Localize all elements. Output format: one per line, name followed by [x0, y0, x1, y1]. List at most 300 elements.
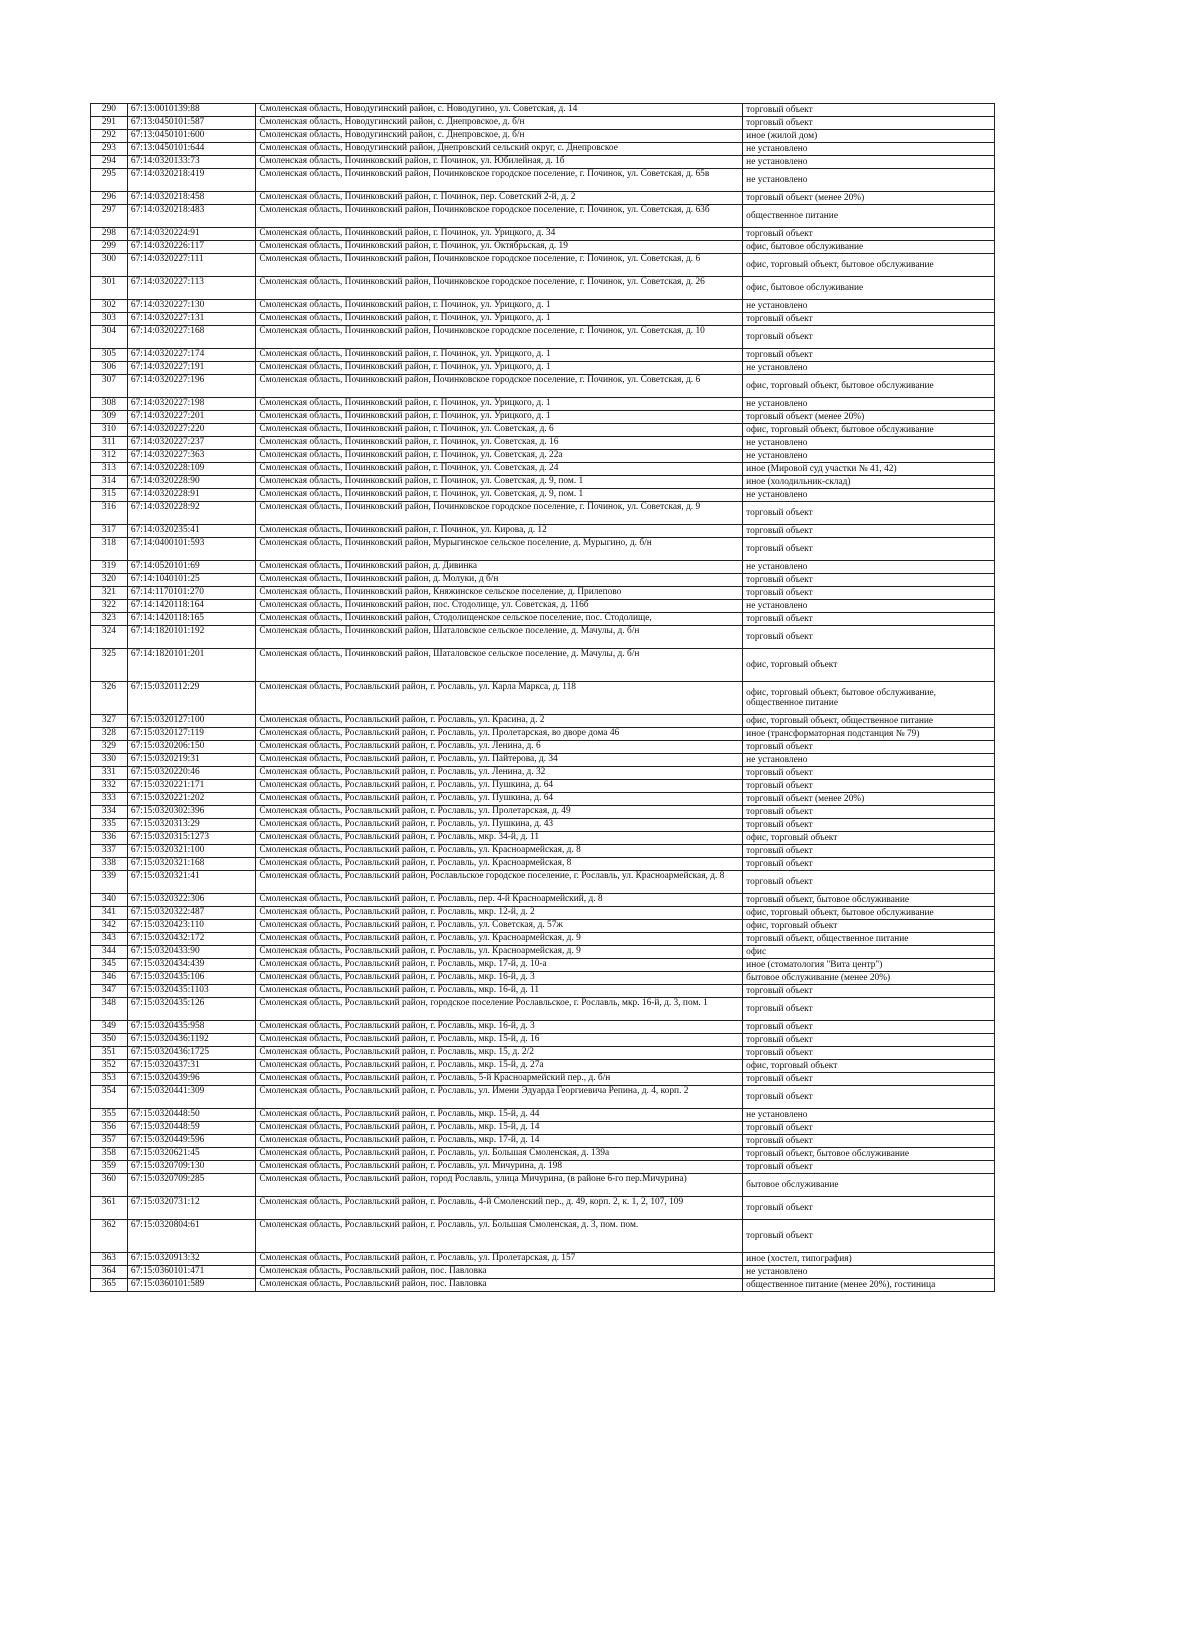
- row-number-cell: 297: [91, 205, 128, 228]
- table-row: [91, 450, 995, 463]
- address-cell: Смоленская область, Рославльский район, г. Рославль, мкр. 34-й, д. 11: [256, 832, 743, 845]
- usage-type-cell: торговый объект: [743, 613, 995, 626]
- cadastral-number-cell: 67:14:0320133:73: [127, 156, 256, 169]
- row-number-cell: 337: [91, 845, 128, 858]
- cadastral-number-cell: 67:14:0320227:191: [127, 362, 256, 375]
- address-cell: Смоленская область, Рославльский район, г. Рославль, ул. Красноармейская, 8: [256, 858, 743, 871]
- address-cell: Смоленская область, Рославльский район, г. Рославль, ул. Красина, д. 2: [256, 715, 743, 728]
- usage-type-cell: торговый объект: [743, 574, 995, 587]
- cadastral-number-cell: 67:14:0320227:113: [127, 277, 256, 300]
- cadastral-number-cell: 67:13:0010139:88: [127, 104, 256, 117]
- cadastral-number-cell: 67:14:0320224:91: [127, 228, 256, 241]
- cadastral-number-cell: 67:15:0320621:45: [127, 1148, 256, 1161]
- usage-type-cell: торговый объект: [743, 806, 995, 819]
- usage-type-cell: торговый объект: [743, 525, 995, 538]
- table-row: [91, 845, 995, 858]
- usage-type-cell: не установлено: [743, 437, 995, 450]
- usage-type-cell: торговый объект: [743, 780, 995, 793]
- address-cell: Смоленская область, Рославльский район, г. Рославль, 4-й Смоленский пер., д. 49, корп. 2, к. 1, 2, 107, 109: [256, 1197, 743, 1220]
- cadastral-number-cell: 67:15:0320436:1725: [127, 1047, 256, 1060]
- row-number-cell: 298: [91, 228, 128, 241]
- address-cell: Смоленская область, Рославльский район, г. Рославль, ул. Имени Эдуарда Георгиевича Репина, д. 4, корп. 2: [256, 1086, 743, 1109]
- address-cell: Смоленская область, Рославльский район, пос. Павловка: [256, 1266, 743, 1279]
- row-number-cell: 329: [91, 741, 128, 754]
- address-cell: Смоленская область, Рославльский район, г. Рославль, ул. Ленина, д. 6: [256, 741, 743, 754]
- address-cell: Смоленская область, Рославльский район, г. Рославль, ул. Пушкина, д. 43: [256, 819, 743, 832]
- cadastral-number-cell: 67:14:1170101:270: [127, 587, 256, 600]
- row-number-cell: 331: [91, 767, 128, 780]
- cadastral-number-cell: 67:14:1420118:165: [127, 613, 256, 626]
- row-number-cell: 352: [91, 1060, 128, 1073]
- address-cell: Смоленская область, Починковский район, Починковское городское поселение, г. Починок, ул. Советская, д. 63б: [256, 205, 743, 228]
- address-cell: Смоленская область, Рославльский район, г. Рославль, пер. 4-й Красноармейский, д. 8: [256, 894, 743, 907]
- row-number-cell: 332: [91, 780, 128, 793]
- address-cell: Смоленская область, Починковский район, д. Молуки, д б/н: [256, 574, 743, 587]
- cadastral-number-cell: 67:14:0320227:363: [127, 450, 256, 463]
- cadastral-number-cell: 67:14:1040101:25: [127, 574, 256, 587]
- table-row: [91, 476, 995, 489]
- cadastral-number-cell: 67:15:0320219:31: [127, 754, 256, 767]
- cadastral-number-cell: 67:15:0320315:1273: [127, 832, 256, 845]
- cadastral-number-cell: 67:15:0320321:168: [127, 858, 256, 871]
- cadastral-number-cell: 67:14:0320227:130: [127, 300, 256, 313]
- address-cell: Смоленская область, Рославльский район, г. Рославль, мкр. 17-й, д. 14: [256, 1135, 743, 1148]
- usage-type-cell: торговый объект: [743, 1122, 995, 1135]
- row-number-cell: 341: [91, 907, 128, 920]
- cadastral-number-cell: 67:15:0320127:100: [127, 715, 256, 728]
- row-number-cell: 318: [91, 538, 128, 561]
- table-row: [91, 1034, 995, 1047]
- address-cell: Смоленская область, Рославльский район, г. Рославль, ул. Красноармейская, д. 9: [256, 933, 743, 946]
- row-number-cell: 338: [91, 858, 128, 871]
- address-cell: Смоленская область, Новодугинский район, Днепровский сельский округ, с. Днепровское: [256, 143, 743, 156]
- usage-type-cell: не установлено: [743, 169, 995, 192]
- table-row: [91, 1148, 995, 1161]
- row-number-cell: 308: [91, 398, 128, 411]
- usage-type-cell: офис: [743, 946, 995, 959]
- cadastral-number-cell: 67:14:0320235:41: [127, 525, 256, 538]
- address-cell: Смоленская область, Починковский район, г. Починок, ул. Урицкого, д. 1: [256, 411, 743, 424]
- table-row: [91, 1135, 995, 1148]
- table-row: [91, 715, 995, 728]
- address-cell: Смоленская область, Починковский район, г. Починок, ул. Урицкого, д. 1: [256, 313, 743, 326]
- usage-type-cell: торговый объект: [743, 871, 995, 894]
- row-number-cell: 292: [91, 130, 128, 143]
- registry-table-body: [91, 104, 995, 1292]
- table-row: [91, 1220, 995, 1253]
- cadastral-number-cell: 67:13:0450101:644: [127, 143, 256, 156]
- usage-type-cell: офис, торговый объект: [743, 832, 995, 845]
- address-cell: Смоленская область, Рославльский район, г. Рославль, ул. Пролетарская, д. 49: [256, 806, 743, 819]
- address-cell: Смоленская область, Рославльский район, г. Рославль, мкр. 15-й, д. 14: [256, 1122, 743, 1135]
- row-number-cell: 358: [91, 1148, 128, 1161]
- row-number-cell: 344: [91, 946, 128, 959]
- usage-type-cell: офис, бытовое обслуживание: [743, 277, 995, 300]
- address-cell: Смоленская область, Рославльский район, г. Рославль, ул. Красноармейская, д. 9: [256, 946, 743, 959]
- row-number-cell: 333: [91, 793, 128, 806]
- table-row: [91, 326, 995, 349]
- usage-type-cell: не установлено: [743, 143, 995, 156]
- row-number-cell: 350: [91, 1034, 128, 1047]
- address-cell: Смоленская область, Починковский район, Мурыгинское сельское поселение, д. Мурыгино, д. б/н: [256, 538, 743, 561]
- table-row: [91, 192, 995, 205]
- cadastral-number-cell: 67:15:0320206:150: [127, 741, 256, 754]
- address-cell: Смоленская область, Починковский район, г. Починок, ул. Урицкого, д. 1: [256, 300, 743, 313]
- row-number-cell: 320: [91, 574, 128, 587]
- address-cell: Смоленская область, Починковский район, д. Дивинка: [256, 561, 743, 574]
- row-number-cell: 305: [91, 349, 128, 362]
- usage-type-cell: торговый объект: [743, 626, 995, 649]
- row-number-cell: 328: [91, 728, 128, 741]
- table-row: [91, 104, 995, 117]
- cadastral-number-cell: 67:15:0320804:61: [127, 1220, 256, 1253]
- row-number-cell: 323: [91, 613, 128, 626]
- cadastral-number-cell: 67:14:0320227:198: [127, 398, 256, 411]
- cadastral-number-cell: 67:15:0320435:1103: [127, 985, 256, 998]
- usage-type-cell: торговый объект: [743, 349, 995, 362]
- cadastral-number-cell: 67:15:0320709:285: [127, 1174, 256, 1197]
- cadastral-number-cell: 67:15:0320449:596: [127, 1135, 256, 1148]
- usage-type-cell: торговый объект: [743, 845, 995, 858]
- table-row: [91, 205, 995, 228]
- address-cell: Смоленская область, Починковский район, г. Починок, ул. Урицкого, д. 1: [256, 349, 743, 362]
- usage-type-cell: торговый объект: [743, 1161, 995, 1174]
- usage-type-cell: не установлено: [743, 362, 995, 375]
- row-number-cell: 309: [91, 411, 128, 424]
- row-number-cell: 291: [91, 117, 128, 130]
- cadastral-number-cell: 67:15:0320220:46: [127, 767, 256, 780]
- row-number-cell: 349: [91, 1021, 128, 1034]
- row-number-cell: 363: [91, 1253, 128, 1266]
- address-cell: Смоленская область, Рославльский район, г. Рославль, ул. Мичурина, д. 198: [256, 1161, 743, 1174]
- address-cell: Смоленская область, Новодугинский район, с. Днепровское, д. б/н: [256, 117, 743, 130]
- row-number-cell: 304: [91, 326, 128, 349]
- table-row: [91, 946, 995, 959]
- row-number-cell: 310: [91, 424, 128, 437]
- address-cell: Смоленская область, Починковский район, г. Починок, ул. Октябрьская, д. 19: [256, 241, 743, 254]
- usage-type-cell: торговый объект: [743, 538, 995, 561]
- usage-type-cell: торговый объект (менее 20%): [743, 411, 995, 424]
- cadastral-number-cell: 67:15:0320322:487: [127, 907, 256, 920]
- table-row: [91, 1060, 995, 1073]
- cadastral-number-cell: 67:14:0320227:168: [127, 326, 256, 349]
- table-row: [91, 985, 995, 998]
- address-cell: Смоленская область, Починковский район, Починковское городское поселение, г. Починок, ул. Советская, д. 6: [256, 375, 743, 398]
- row-number-cell: 315: [91, 489, 128, 502]
- address-cell: Смоленская область, Рославльский район, г. Рославль, мкр. 16-й, д. 3: [256, 1021, 743, 1034]
- row-number-cell: 303: [91, 313, 128, 326]
- table-row: [91, 959, 995, 972]
- usage-type-cell: торговый объект: [743, 1086, 995, 1109]
- cadastral-number-cell: 67:14:0320218:419: [127, 169, 256, 192]
- address-cell: Смоленская область, Новодугинский район, с. Днепровское, д. б/н: [256, 130, 743, 143]
- row-number-cell: 365: [91, 1279, 128, 1292]
- address-cell: Смоленская область, Рославльский район, городское поселение Рославльское, г. Рославль, мкр. 16-й, д. 3, пом. 1: [256, 998, 743, 1021]
- usage-type-cell: офис, торговый объект: [743, 649, 995, 682]
- table-row: [91, 525, 995, 538]
- table-row: [91, 241, 995, 254]
- table-row: [91, 254, 995, 277]
- cadastral-number-cell: 67:15:0320441:309: [127, 1086, 256, 1109]
- address-cell: Смоленская область, Починковский район, Починковское городское поселение, г. Починок, ул. Советская, д. 65в: [256, 169, 743, 192]
- cadastral-number-cell: 67:15:0320221:171: [127, 780, 256, 793]
- cadastral-number-cell: 67:14:1820101:201: [127, 649, 256, 682]
- row-number-cell: 321: [91, 587, 128, 600]
- row-number-cell: 299: [91, 241, 128, 254]
- cadastral-number-cell: 67:15:0320448:50: [127, 1109, 256, 1122]
- cadastral-number-cell: 67:14:0320227:201: [127, 411, 256, 424]
- usage-type-cell: торговый объект: [743, 819, 995, 832]
- usage-type-cell: не установлено: [743, 300, 995, 313]
- usage-type-cell: торговый объект: [743, 1220, 995, 1253]
- address-cell: Смоленская область, Рославльский район, г. Рославль, мкр. 16-й, д. 3: [256, 972, 743, 985]
- usage-type-cell: офис, торговый объект, бытовое обслуживание: [743, 907, 995, 920]
- address-cell: Смоленская область, Починковский район, Починковское городское поселение, г. Починок, ул. Советская, д. 9: [256, 502, 743, 525]
- cadastral-number-cell: 67:15:0320432:172: [127, 933, 256, 946]
- usage-type-cell: общественное питание (менее 20%), гостиница: [743, 1279, 995, 1292]
- row-number-cell: 335: [91, 819, 128, 832]
- cadastral-number-cell: 67:15:0320437:31: [127, 1060, 256, 1073]
- address-cell: Смоленская область, Рославльский район, г. Рославль, ул. Большая Смоленская, д. 3, пом. пом.: [256, 1220, 743, 1253]
- usage-type-cell: не установлено: [743, 156, 995, 169]
- usage-type-cell: торговый объект: [743, 326, 995, 349]
- row-number-cell: 343: [91, 933, 128, 946]
- table-row: [91, 587, 995, 600]
- address-cell: Смоленская область, Починковский район, Шаталовское сельское поселение, д. Мачулы, д. б/н: [256, 649, 743, 682]
- usage-type-cell: торговый объект: [743, 313, 995, 326]
- usage-type-cell: офис, торговый объект, общественное питание: [743, 715, 995, 728]
- usage-type-cell: торговый объект: [743, 985, 995, 998]
- cadastral-number-cell: 67:14:1420118:164: [127, 600, 256, 613]
- cadastral-number-cell: 67:14:0320227:220: [127, 424, 256, 437]
- cadastral-number-cell: 67:15:0320321:41: [127, 871, 256, 894]
- usage-type-cell: иное (жилой дом): [743, 130, 995, 143]
- cadastral-number-cell: 67:14:0320218:458: [127, 192, 256, 205]
- row-number-cell: 354: [91, 1086, 128, 1109]
- usage-type-cell: офис, бытовое обслуживание: [743, 241, 995, 254]
- table-row: [91, 1174, 995, 1197]
- row-number-cell: 324: [91, 626, 128, 649]
- table-row: [91, 793, 995, 806]
- address-cell: Смоленская область, Починковский район, г. Починок, ул. Советская, д. 16: [256, 437, 743, 450]
- usage-type-cell: торговый объект (менее 20%): [743, 192, 995, 205]
- table-row: [91, 156, 995, 169]
- row-number-cell: 325: [91, 649, 128, 682]
- table-row: [91, 502, 995, 525]
- row-number-cell: 359: [91, 1161, 128, 1174]
- table-row: [91, 130, 995, 143]
- row-number-cell: 357: [91, 1135, 128, 1148]
- table-row: [91, 1021, 995, 1034]
- table-row: [91, 489, 995, 502]
- row-number-cell: 306: [91, 362, 128, 375]
- table-row: [91, 998, 995, 1021]
- usage-type-cell: торговый объект: [743, 1135, 995, 1148]
- address-cell: Смоленская область, Починковский район, г. Починок, ул. Советская, д. 9, пом. 1: [256, 489, 743, 502]
- cadastral-number-cell: 67:14:0320227:131: [127, 313, 256, 326]
- cadastral-number-cell: 67:14:0320226:117: [127, 241, 256, 254]
- cadastral-number-cell: 67:15:0320221:202: [127, 793, 256, 806]
- table-row: [91, 1073, 995, 1086]
- table-row: [91, 600, 995, 613]
- address-cell: Смоленская область, Новодугинский район, с. Новодугино, ул. Советская, д. 14: [256, 104, 743, 117]
- address-cell: Смоленская область, Починковский район, г. Починок, ул. Кирова, д. 12: [256, 525, 743, 538]
- cadastral-number-cell: 67:14:0320227:174: [127, 349, 256, 362]
- registry-sheet: [90, 103, 995, 1292]
- usage-type-cell: иное (холодильник-склад): [743, 476, 995, 489]
- cadastral-number-cell: 67:14:0320228:92: [127, 502, 256, 525]
- cadastral-number-cell: 67:13:0450101:587: [127, 117, 256, 130]
- registry-table: [90, 103, 995, 1292]
- usage-type-cell: торговый объект: [743, 502, 995, 525]
- usage-type-cell: офис, торговый объект, бытовое обслуживание: [743, 424, 995, 437]
- row-number-cell: 351: [91, 1047, 128, 1060]
- cadastral-number-cell: 67:15:0320435:126: [127, 998, 256, 1021]
- address-cell: Смоленская область, Рославльский район, г. Рославль, мкр. 15, д. 2/2: [256, 1047, 743, 1060]
- address-cell: Смоленская область, Рославльский район, г. Рославль, ул. Пайтерова, д. 34: [256, 754, 743, 767]
- address-cell: Смоленская область, Рославльский район, Рославльское городское поселение, г. Рославль, ул. Красноармейская, д. 8: [256, 871, 743, 894]
- address-cell: Смоленская область, Рославльский район, г. Рославль, мкр. 17-й, д. 10-а: [256, 959, 743, 972]
- table-row: [91, 806, 995, 819]
- address-cell: Смоленская область, Рославльский район, г. Рославль, ул. Пролетарская, д. 157: [256, 1253, 743, 1266]
- table-row: [91, 728, 995, 741]
- row-number-cell: 314: [91, 476, 128, 489]
- usage-type-cell: бытовое обслуживание: [743, 1174, 995, 1197]
- table-row: [91, 920, 995, 933]
- table-row: [91, 741, 995, 754]
- address-cell: Смоленская область, Починковский район, Починковское городское поселение, г. Починок, ул. Советская, д. 26: [256, 277, 743, 300]
- cadastral-number-cell: 67:15:0320321:100: [127, 845, 256, 858]
- row-number-cell: 311: [91, 437, 128, 450]
- table-row: [91, 767, 995, 780]
- address-cell: Смоленская область, Рославльский район, г. Рославль, мкр. 15-й, д. 16: [256, 1034, 743, 1047]
- row-number-cell: 347: [91, 985, 128, 998]
- row-number-cell: 346: [91, 972, 128, 985]
- table-row: [91, 1047, 995, 1060]
- usage-type-cell: не установлено: [743, 1109, 995, 1122]
- usage-type-cell: не установлено: [743, 450, 995, 463]
- address-cell: Смоленская область, Рославльский район, пос. Павловка: [256, 1279, 743, 1292]
- table-row: [91, 819, 995, 832]
- row-number-cell: 295: [91, 169, 128, 192]
- cadastral-number-cell: 67:15:0320448:59: [127, 1122, 256, 1135]
- usage-type-cell: торговый объект: [743, 767, 995, 780]
- address-cell: Смоленская область, Починковский район, Стодолищенское сельское поселение, пос. Стодолище,: [256, 613, 743, 626]
- table-row: [91, 1197, 995, 1220]
- cadastral-number-cell: 67:15:0320127:119: [127, 728, 256, 741]
- table-row: [91, 972, 995, 985]
- cadastral-number-cell: 67:15:0320434:439: [127, 959, 256, 972]
- address-cell: Смоленская область, Рославльский район, г. Рославль, мкр. 15-й, д. 44: [256, 1109, 743, 1122]
- cadastral-number-cell: 67:15:0320112:29: [127, 682, 256, 715]
- table-row: [91, 117, 995, 130]
- cadastral-number-cell: 67:14:1820101:192: [127, 626, 256, 649]
- usage-type-cell: не установлено: [743, 1266, 995, 1279]
- cadastral-number-cell: 67:15:0320322:306: [127, 894, 256, 907]
- table-row: [91, 313, 995, 326]
- row-number-cell: 319: [91, 561, 128, 574]
- row-number-cell: 322: [91, 600, 128, 613]
- table-row: [91, 649, 995, 682]
- table-row: [91, 143, 995, 156]
- table-row: [91, 832, 995, 845]
- usage-type-cell: торговый объект, бытовое обслуживание: [743, 894, 995, 907]
- cadastral-number-cell: 67:14:0400101:593: [127, 538, 256, 561]
- cadastral-number-cell: 67:14:0320228:109: [127, 463, 256, 476]
- table-row: [91, 169, 995, 192]
- table-row: [91, 362, 995, 375]
- usage-type-cell: не установлено: [743, 600, 995, 613]
- address-cell: Смоленская область, Рославльский район, г. Рославль, ул. Советская, д. 57ж: [256, 920, 743, 933]
- address-cell: Смоленская область, Починковский район, Княжинское сельское поселение, д. Прилепово: [256, 587, 743, 600]
- table-row: [91, 277, 995, 300]
- row-number-cell: 355: [91, 1109, 128, 1122]
- usage-type-cell: торговый объект: [743, 858, 995, 871]
- row-number-cell: 316: [91, 502, 128, 525]
- row-number-cell: 353: [91, 1073, 128, 1086]
- row-number-cell: 327: [91, 715, 128, 728]
- table-row: [91, 411, 995, 424]
- address-cell: Смоленская область, Рославльский район, г. Рославль, ул. Большая Смоленская, д. 139а: [256, 1148, 743, 1161]
- table-row: [91, 894, 995, 907]
- row-number-cell: 340: [91, 894, 128, 907]
- cadastral-number-cell: 67:15:0360101:589: [127, 1279, 256, 1292]
- usage-type-cell: торговый объект: [743, 998, 995, 1021]
- address-cell: Смоленская область, Рославльский район, город Рославль, улица Мичурина, (в районе 6-го пер.Мичурина): [256, 1174, 743, 1197]
- usage-type-cell: офис, торговый объект, бытовое обслуживание, общественное питание: [743, 682, 995, 715]
- usage-type-cell: торговый объект: [743, 104, 995, 117]
- row-number-cell: 312: [91, 450, 128, 463]
- address-cell: Смоленская область, Починковский район, г. Починок, пер. Советский 2-й, д. 2: [256, 192, 743, 205]
- usage-type-cell: не установлено: [743, 561, 995, 574]
- row-number-cell: 317: [91, 525, 128, 538]
- usage-type-cell: торговый объект: [743, 117, 995, 130]
- usage-type-cell: офис, торговый объект, бытовое обслуживание: [743, 375, 995, 398]
- address-cell: Смоленская область, Рославльский район, г. Рославль, 5-й Красноармейский пер., д. б/н: [256, 1073, 743, 1086]
- cadastral-number-cell: 67:15:0320436:1192: [127, 1034, 256, 1047]
- table-row: [91, 613, 995, 626]
- usage-type-cell: торговый объект: [743, 1073, 995, 1086]
- row-number-cell: 339: [91, 871, 128, 894]
- row-number-cell: 290: [91, 104, 128, 117]
- row-number-cell: 345: [91, 959, 128, 972]
- row-number-cell: 300: [91, 254, 128, 277]
- usage-type-cell: иное (трансформаторная подстанция № 79): [743, 728, 995, 741]
- usage-type-cell: иное (стоматология "Вита центр"): [743, 959, 995, 972]
- table-row: [91, 574, 995, 587]
- address-cell: Смоленская область, Починковский район, г. Починок, ул. Советская, д. 22а: [256, 450, 743, 463]
- table-row: [91, 1109, 995, 1122]
- cadastral-number-cell: 67:15:0320435:958: [127, 1021, 256, 1034]
- table-row: [91, 561, 995, 574]
- cadastral-number-cell: 67:15:0320439:96: [127, 1073, 256, 1086]
- cadastral-number-cell: 67:15:0360101:471: [127, 1266, 256, 1279]
- row-number-cell: 342: [91, 920, 128, 933]
- table-row: [91, 1266, 995, 1279]
- address-cell: Смоленская область, Починковский район, г. Починок, ул. Урицкого, д. 1: [256, 398, 743, 411]
- usage-type-cell: офис, торговый объект: [743, 1060, 995, 1073]
- cadastral-number-cell: 67:15:0320313:29: [127, 819, 256, 832]
- table-row: [91, 1086, 995, 1109]
- address-cell: Смоленская область, Рославльский район, г. Рославль, ул. Пролетарская, во дворе дома 46: [256, 728, 743, 741]
- usage-type-cell: торговый объект: [743, 1021, 995, 1034]
- row-number-cell: 362: [91, 1220, 128, 1253]
- table-row: [91, 228, 995, 241]
- row-number-cell: 313: [91, 463, 128, 476]
- table-row: [91, 1279, 995, 1292]
- table-row: [91, 538, 995, 561]
- row-number-cell: 301: [91, 277, 128, 300]
